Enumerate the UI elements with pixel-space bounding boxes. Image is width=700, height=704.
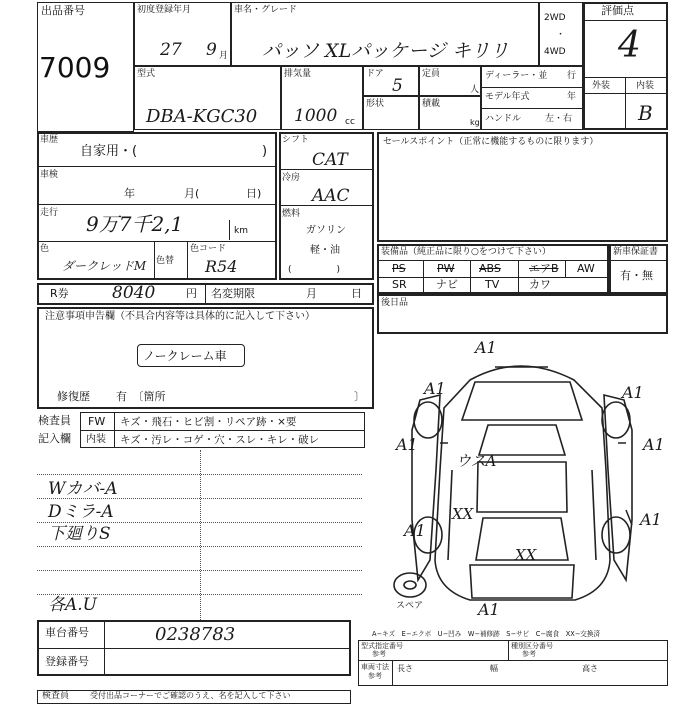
notes-label: 注意事項申告欄（不具合内容等は具体的に記入して下さい）	[45, 311, 315, 322]
spare-tire	[394, 573, 426, 597]
disp-label: 排気量	[284, 69, 312, 79]
dealer-label: ディーラー・並	[485, 71, 548, 81]
color-code-value: R54	[205, 257, 238, 276]
dealer-suffix: 行	[567, 71, 577, 81]
score-interior-value: B	[638, 101, 653, 125]
equip-leather: カワ	[529, 278, 551, 291]
repair-close: 〕	[354, 390, 365, 403]
designation-label: 型式指定番号	[361, 642, 403, 650]
shape-label: 形状	[366, 99, 385, 109]
score-interior-label: 内装	[636, 81, 655, 91]
warranty-value: 有・無	[620, 269, 653, 282]
sales-label: セールスポイント（正常に機能するものに限ります）	[383, 137, 599, 147]
recycle-unit: 円	[186, 287, 197, 300]
lot-label: 出品番号	[41, 4, 85, 17]
warranty-label: 新車保証書	[613, 247, 659, 257]
history-label: 車歴	[40, 135, 59, 145]
drive-dot: ・	[556, 30, 566, 40]
reg-month-unit: 月	[219, 51, 229, 61]
ac-label: 冷房	[282, 173, 301, 183]
model-label: 車名・グレード	[234, 5, 298, 15]
name-change-month: 月	[306, 287, 317, 300]
shaken-month: 月(	[184, 187, 200, 200]
chassis-value: 0238783	[155, 624, 236, 645]
registration-label: 登録番号	[45, 655, 89, 668]
shaken-label: 車検	[40, 170, 59, 180]
color-code-label: 色コード	[190, 244, 227, 254]
drive-2wd: 2WD	[544, 13, 566, 23]
handle-label: ハンドル	[485, 114, 522, 124]
insp-fw: FW	[88, 415, 106, 428]
inspector-label1: 検査員	[38, 414, 71, 427]
tailgate	[470, 565, 574, 598]
mark-front-right: A1	[622, 383, 644, 402]
mileage-value: 9万7千2,1	[86, 212, 184, 236]
hood	[462, 382, 582, 420]
color-change-label: 色替	[156, 256, 175, 266]
disp-value: 1000	[294, 106, 338, 126]
mark-rear: A1	[478, 600, 500, 619]
equip-pw: PW	[437, 262, 455, 275]
capacity-unit: 人	[470, 85, 480, 95]
shaken-year: 年	[124, 187, 135, 200]
wheel-rr	[602, 517, 630, 553]
name-change-label: 名変期限	[211, 287, 255, 300]
doors-label: ドア	[366, 69, 384, 79]
fuel-gasoline: ガソリン	[306, 225, 346, 236]
mileage-unit: km	[234, 226, 248, 236]
fuel-light-oil: 軽・油	[310, 245, 340, 256]
reg-month: 9	[206, 40, 217, 60]
equip-airbag: エアB	[529, 262, 559, 275]
color-label: 色	[40, 244, 50, 254]
size-label: 車両寸法	[361, 663, 389, 671]
score-exterior-label: 外装	[592, 81, 611, 91]
repair-label: 修復歴	[57, 390, 90, 403]
model-name: パッソ XLパッケージ キリリ	[262, 40, 509, 62]
designation-sub: 参考	[372, 650, 386, 658]
mark-left: A1	[396, 435, 418, 454]
remark-7: 各A.U	[48, 595, 98, 615]
no-claim-text: ノークレーム車	[143, 349, 227, 363]
history-value: 自家用・(	[80, 144, 138, 159]
legend-text: A−キズ E−エクボ U−凹み W−補修跡 S−サビ C−腐食 XX−交換済	[372, 630, 601, 638]
height-label: 高さ	[582, 664, 598, 673]
model-year-label: モデル年式	[485, 92, 530, 102]
spare-label: スペア	[396, 601, 424, 611]
footer-text: 受付出品コーナーでご確認のうえ、名を記入して下さい	[90, 691, 291, 700]
insp-fw-text: キズ・飛石・ヒビ割・リペア跡・×要	[120, 416, 297, 428]
equip-ps: PS	[392, 262, 406, 275]
model-year-unit: 年	[567, 92, 577, 102]
shift-value: CAT	[312, 150, 348, 170]
ac-value: AAC	[312, 186, 350, 206]
shaken-day: 日)	[246, 187, 262, 200]
mark-right: A1	[643, 435, 665, 454]
equip-navi: ナビ	[436, 278, 458, 291]
size-sub: 参考	[368, 672, 382, 680]
fuel-label: 燃料	[282, 209, 301, 219]
reg-label: 初度登録年月	[137, 5, 192, 15]
doors-value: 5	[392, 76, 403, 96]
remark-2: Dミラ-A	[48, 502, 114, 522]
category-sub: 参考	[522, 650, 536, 658]
lot-number: 7009	[39, 51, 111, 84]
mark-left-rear: A1	[404, 521, 426, 540]
wheel-fr	[602, 402, 630, 438]
fuel-paren: ( )	[288, 265, 341, 275]
equip-aw: AW	[577, 262, 595, 275]
shift-label: シフト	[282, 135, 310, 145]
recycle-label: R券	[50, 287, 69, 300]
wheel-fl	[414, 402, 442, 438]
mark-left-door: XX	[452, 505, 474, 523]
category-label: 種別区分番号	[511, 642, 553, 650]
rear-label: 後日品	[381, 298, 409, 308]
mark-front: A1	[475, 338, 497, 357]
mileage-label: 走行	[40, 208, 59, 218]
equip-tv: TV	[485, 278, 500, 291]
length-label: 長さ	[397, 664, 413, 673]
chassis-label: 車台番号	[45, 626, 89, 639]
equip-label: 装備品（純正品に限り○をつけて下さい）	[381, 247, 551, 257]
reg-year: 27	[160, 40, 182, 60]
mark-tailgate: XX	[515, 546, 537, 564]
history-close: )	[262, 144, 268, 159]
type-value: DBA-KGC30	[146, 106, 258, 127]
color-value: ダークレッドM	[62, 259, 147, 273]
capacity-label: 定員	[422, 69, 441, 79]
handle-value: 左・右	[545, 114, 573, 124]
recycle-value: 8040	[112, 283, 156, 303]
mark-roof: ウスA	[456, 452, 497, 470]
mark-front-left: A1	[424, 379, 446, 398]
equip-sr: SR	[392, 278, 407, 291]
inspector-label2: 記入欄	[38, 432, 71, 445]
insp-interior: 内装	[86, 434, 106, 445]
drive-4wd: 4WD	[544, 47, 566, 57]
name-change-day: 日	[351, 287, 362, 300]
windshield	[479, 425, 565, 455]
score-value: 4	[618, 25, 641, 66]
type-label: 型式	[137, 69, 156, 79]
load-label: 積載	[422, 99, 441, 109]
repair-value: 有 〔箇所	[116, 390, 166, 403]
remark-1: Wカバ-A	[48, 479, 118, 499]
remark-3: 下廻りS	[48, 524, 111, 544]
insp-interior-text: キズ・汚レ・コゲ・穴・スレ・キレ・破レ	[120, 434, 320, 446]
score-label: 評価点	[601, 4, 634, 17]
footer-label: 検査員	[42, 691, 70, 701]
width-label: 幅	[490, 664, 498, 673]
equip-abs: ABS	[479, 262, 501, 275]
disp-unit: cc	[345, 117, 355, 127]
mark-right-rear: A1	[640, 510, 662, 529]
load-unit: kg	[470, 118, 480, 127]
